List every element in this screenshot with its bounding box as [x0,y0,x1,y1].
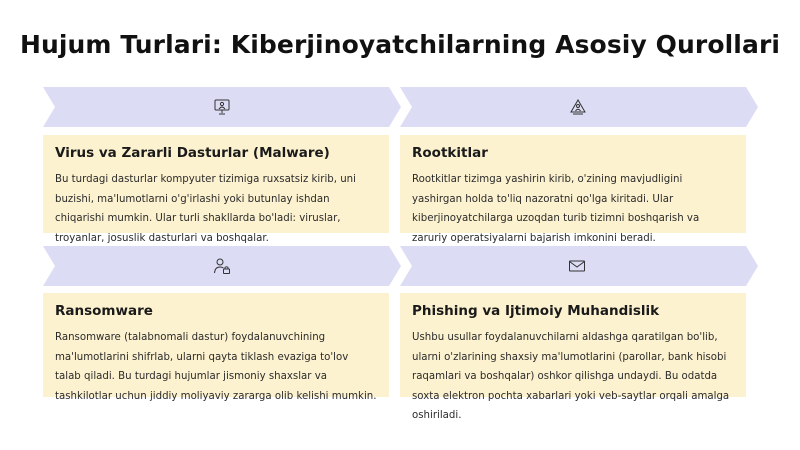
banner-ransomware [43,246,401,286]
banner-malware [43,87,401,127]
user-lock-icon [213,257,231,275]
monitor-person-icon [213,98,231,116]
envelope-icon [568,257,586,275]
card-heading: Virus va Zararli Dasturlar (Malware) [55,145,330,161]
card-body: Ransomware (talabnomali dastur) foydalanuvchining ma'lumotlarini shifrlab, ularni qayta tiklash evaziga to'lov talab qiladi. Bu turdagi hujumlar jismoniy shaxslar va tashkilotlar uchun jiddiy moliyaviy zararga olib kelishi mumkin. [55,332,377,402]
warning-person-icon [569,98,587,116]
card-body: Ushbu usullar foydalanuvchilarni aldashga qaratilgan bo'lib, ularni o'zlarining shaxsiy ma'lumotlarini (parollar, bank hisobi raqamlari va boshqalar) oshkor qilishga undaydi. Bu odatda soxta elektron pochta xabarlari yoki veb-saytlar orqali amalga oshiriladi. [412,332,730,421]
banner-rootkit [400,87,758,127]
card-heading: Rootkitlar [412,145,488,161]
card-malware [43,135,389,244]
card-rootkit [400,135,746,244]
page-title: Hujum Turlari: Kiberjinoyatchilarning Asosiy Qurollari [19,30,781,59]
banner-phishing [400,246,758,286]
card-body: Rootkitlar tizimga yashirin kirib, o'zining mavjudligini yashirgan holda to'liq nazoratni qo'lga kiritadi. Ular kiberjinoyatchilarga uzoqdan turib tizimni boshqarish va zaruriy operatsiyalarni bajarish imkonini beradi. [412,174,700,244]
card-ransomware [43,293,389,402]
card-body: Bu turdagi dasturlar kompyuter tizimiga ruxsatsiz kirib, uni buzishi, ma'lumotlarni o'g'irlashi yoki butunlay ishdan chiqarishi mumkin. Ular turli shakllarda bo'ladi: viruslar, troyanlar, josuslik dasturlari va boshqalar. [55,174,356,244]
card-phishing [400,293,746,421]
card-heading: Phishing va Ijtimoiy Muhandislik [412,303,660,319]
card-heading: Ransomware [55,303,153,319]
